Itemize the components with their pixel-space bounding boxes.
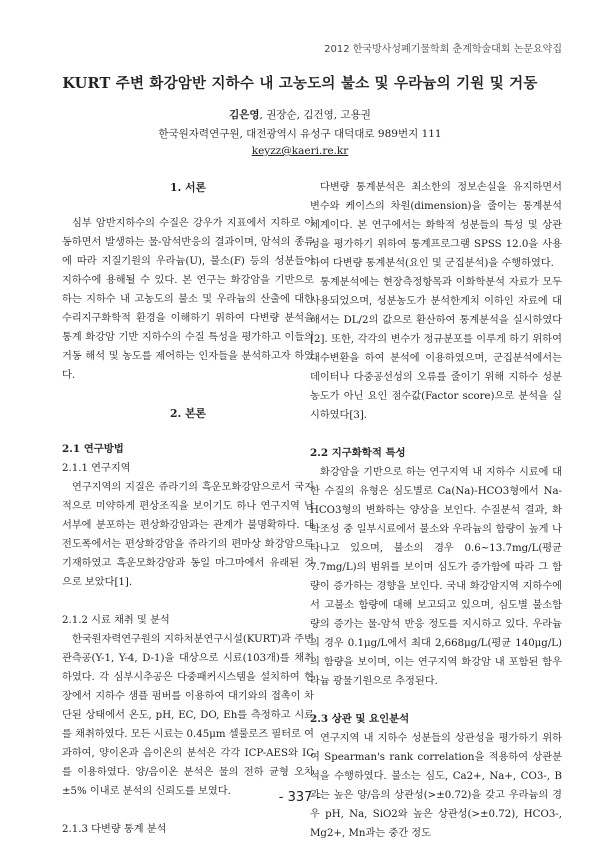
affiliation: 한국원자력연구원, 대전광역시 유성구 대덕대로 989번지 111 [158,128,442,140]
subsection-multivariate-heading: 2.1.3 다변량 통계 분석 [62,824,167,835]
section-body-heading: 2. 본론 [170,407,206,420]
paper-title: KURT 주변 화강암반 지하수 내 고농도의 불소 및 우라늄의 기원 및 거동 [62,75,538,92]
introduction-paragraph: 심부 암반지하수의 수질은 강우가 지표에서 지하로 이동하면서 발생하는 물-암석반응의 결과이며, 암석의 종류에 따라 지질기원의 우라늄(U), 불소(F) 등의 성분들이 지하수에 용해될 수 있다. 본 연구는 화강암을 기반으로 하는 지하수 내 고농도의 불소 및 우라늄의 산출에 대한 수리지구화학적 환경을 이해하기 위하여 다변량 분석을 통계 화강암 기반 지하수의 수질 특성을 평가하고 이들의 거동 해석 및 농도를 제어하는 인자들을 분석하고자 하였다. [62,218,314,381]
study-area-paragraph: 연구지역의 지질은 쥬라기의 흑운모화강암으로서 국지적으로 미약하게 편상조직을 보이기도 하나 연구지역 남서부에 분포하는 편상화강암과는 관계가 불명확하다. 대전도폭에서는 편상화강암을 쥬라기의 편마상 화강암으로 기재하였고 흑운모화강암과 동일 마그마에서 유래된 것으로 보았다[1]. [62,482,314,588]
section-introduction-heading: 1. 서론 [170,181,206,194]
multivariate-paragraph-2: 통계분석에는 현장측정항목과 이화학분석 자료가 모두 사용되었으며, 성분농도가 분석한계치 이하인 자료에 대해서는 DL/2의 값으로 환산하여 통계분석을 실시하였다[2]. 또한, 각각의 변수가 정규분포를 이루게 하기 위하여 대수변환을 하여 분석에 이용하였으며, 군집분석에서는 데이터나 다중공선성의 오류를 줄이기 위해 지하수 성분농도가 아닌 요인 점수값(Factor score)으로 분석을 실시하였다[3]. [310,277,562,421]
sampling-paragraph: 한국원자력연구원의 지하처분연구시설(KURT)과 주변 관측공(Y-1, Y-4, D-1)을 대상으로 시료(103개)를 채취하였다. 각 심부시추공은 다중패커시스템을 설치하여 현장에서 지하수 샘플 펌버를 이용하여 대기와의 접촉이 차단된 상태에서 온도, pH, EC, DO, Eh를 측정하고 시료를 채취하였다. 모든 시료는 0.45μm 셀룰로즈 필터로 여과하여, 양이온과 음이온의 분석은 각각 ICP-AES와 IC를 이용하였다. 양/음이온 분석은 물의 전하 균형 오차 ±5% 이내로 분석의 신뢰도를 보였다. [62,634,314,797]
subsection-study-area-heading: 2.1.1 연구지역 [62,463,131,474]
proceedings-header: 2012 한국방사성폐기물학회 춘계학술대회 논문요약집 [324,44,562,55]
subsection-correlation-heading: 2.3 상관 및 요인분석 [310,713,410,725]
lead-author: 김은영 [229,109,260,121]
subsection-sampling-heading: 2.1.2 시료 채취 및 분석 [62,615,170,626]
co-authors: , 권장순, 김건영, 고용권 [259,109,371,121]
author-email[interactable]: keyzz@kaeri.re.kr [251,145,349,157]
correlation-paragraph: 연구지역 내 지하수 성분들의 상관성을 평가하기 위하여 Spearman's rank correlation을 적용하여 상관분석을 수행하였다. 불소는 심도, Ca2+, Na+, CO3-, B 과는 높은 양/음의 상관성(>±0.72)을 갖고 우라늄의 경우 pH, Na, SiO2와 높은 상관성(>±0.72), HCO3-, Mg2+, Mn과는 중간 정도 [310,733,562,839]
page-number: - 337 - [278,790,322,805]
subsection-geochemistry-heading: 2.2 지구화학적 특성 [310,447,406,459]
left-column [62,178,314,839]
subsection-methods-heading: 2.1 연구방법 [62,443,124,455]
right-column [310,178,562,843]
author-list [0,107,600,122]
geochemistry-paragraph: 화강암을 기반으로 하는 연구지역 내 지하수 시료에 대한 수질의 유형은 심도별로 Ca(Na)-HCO3형에서 Na-HCO3형의 변화하는 양상을 보인다. 수질분석 결과, 화학조성 중 일부시료에서 불소와 우라늄의 함량이 높게 나타나고 있으며, 불소의 경우 0.6~13.7mg/L(평균 7.7mg/L)의 범위를 보이며 심도가 증가함에 따라 그 함량이 증가하는 경향을 보인다. 국내 화강암지역 지하수에서 고불소 함량에 대해 보고되고 있으며, 심도별 불소함량의 증가는 물-암석 반응 정도를 지시하고 있다. 우라늄의 경우 0.1μg/L에서 최대 2,668μg/L(평균 140μg/L)의 함량을 보이며, 이는 연구지역 화강암 내 포함된 함우라늄 광물기원으로 추정된다. [310,467,562,687]
multivariate-paragraph-1: 다변량 통계분석은 최소한의 정보손실을 유지하면서 변수와 케이스의 차원(dimension)을 줄이는 통계분석 체계이다. 본 연구에서는 화학적 성분들의 특성 및 상관성을 평가하기 위하여 통계프로그램 SPSS 12.0을 사용하여 다변량 통계분석(요인 및 군집분석)을 수행하였다. [310,182,562,269]
